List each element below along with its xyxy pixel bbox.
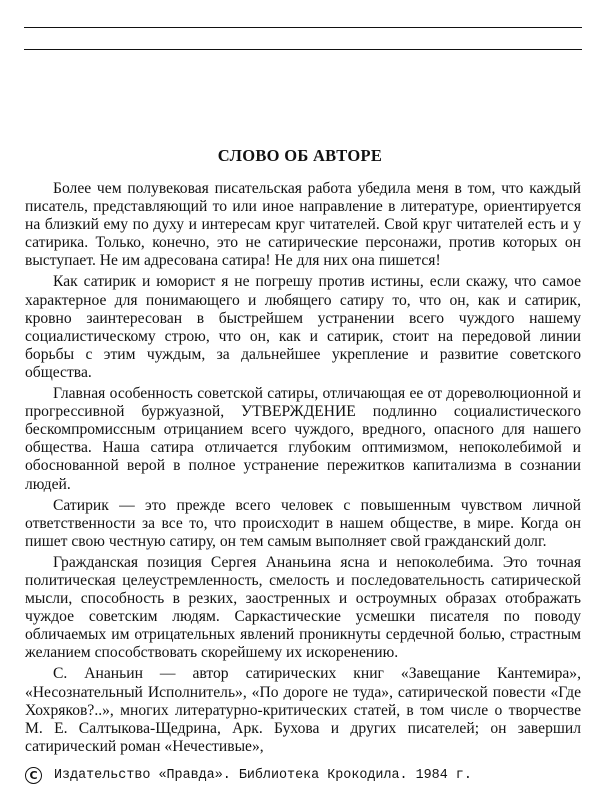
- second-rule: [24, 49, 582, 50]
- paragraph-1: Более чем полувековая писательская работа убедила меня в том, что каждый писатель, представляющий то или иное направление в литературе, ориентируется на близкий ему по духу и интересам круг читателей. Свой круг читателей есть и у сатирика. Только, конечно, это не сатирические персонажи, против которых он выступает. Не им адресована сатира! Не для них она пишется!: [25, 180, 581, 270]
- paragraph-6: С. Ананьин — автор сатирических книг «Завещание Кантемира», «Несознательный Исполнитель», «По дороге не туда», сатирической повести «Где Хохряков?..», многих литературно-критических статей, в том числе о творчестве М. Е. Салтыкова-Щедрина, Арк. Бухова и других писателей; он завершил сатирический роман «Нечестивые»,: [25, 665, 581, 755]
- top-rule: [24, 27, 582, 28]
- copyright-icon: С: [25, 767, 42, 784]
- body-text: [25, 180, 581, 759]
- paragraph-3: Главная особенность советской сатиры, отличающая ее от дореволюционной и прогрессивной буржуазной, УТВЕРЖДЕНИЕ подлинно социалистического бескомпромиссным отрицанием всего чуждого, вредного, опасного для нашего общества. Наша сатира отличается глубоким оптимизмом, непоколебимой и обоснованной верой в полное устранение пережитков капитализма в сознании людей.: [25, 385, 581, 493]
- paragraph-5: Гражданская позиция Сергея Ананьина ясна и непоколебима. Это точная политическая целеустремленность, смелость и последовательность сатирической мысли, способность в резких, заостренных и остроумных образах отображать чуждое советским людям. Саркастические усмешки писателя по поводу обличаемых им отрицательных явлений проникнуты сердечной болью, страстным желанием способствовать скорейшему их искоренению.: [25, 553, 581, 662]
- paragraph-4: Сатирик — это прежде всего человек с повышенным чувством личной ответственности за все то, что происходит в нашем обществе, в мире. Когда он пишет свою честную сатиру, он тем самым выполняет свой гражданский долг.: [25, 496, 581, 550]
- page-title: СЛОВО ОБ АВТОРЕ: [217, 146, 383, 165]
- paragraph-2: Как сатирик и юморист я не погрешу против истины, если скажу, что самое характерное для понимающего и любящего сатиру то, что он, как и сатирик, кровно заинтересован в быстрейшем устранении всего чуждого нашему социалистическому строю, что он, как и сатирик, стоит на передовой линии борьбы с этим чуждым, за дальнейшее укрепление и развитие советского общества.: [25, 273, 581, 381]
- publisher-footer: [25, 767, 585, 784]
- footer-text: Издательство «Правда». Библиотека Крокодила. 1984 г.: [54, 768, 472, 783]
